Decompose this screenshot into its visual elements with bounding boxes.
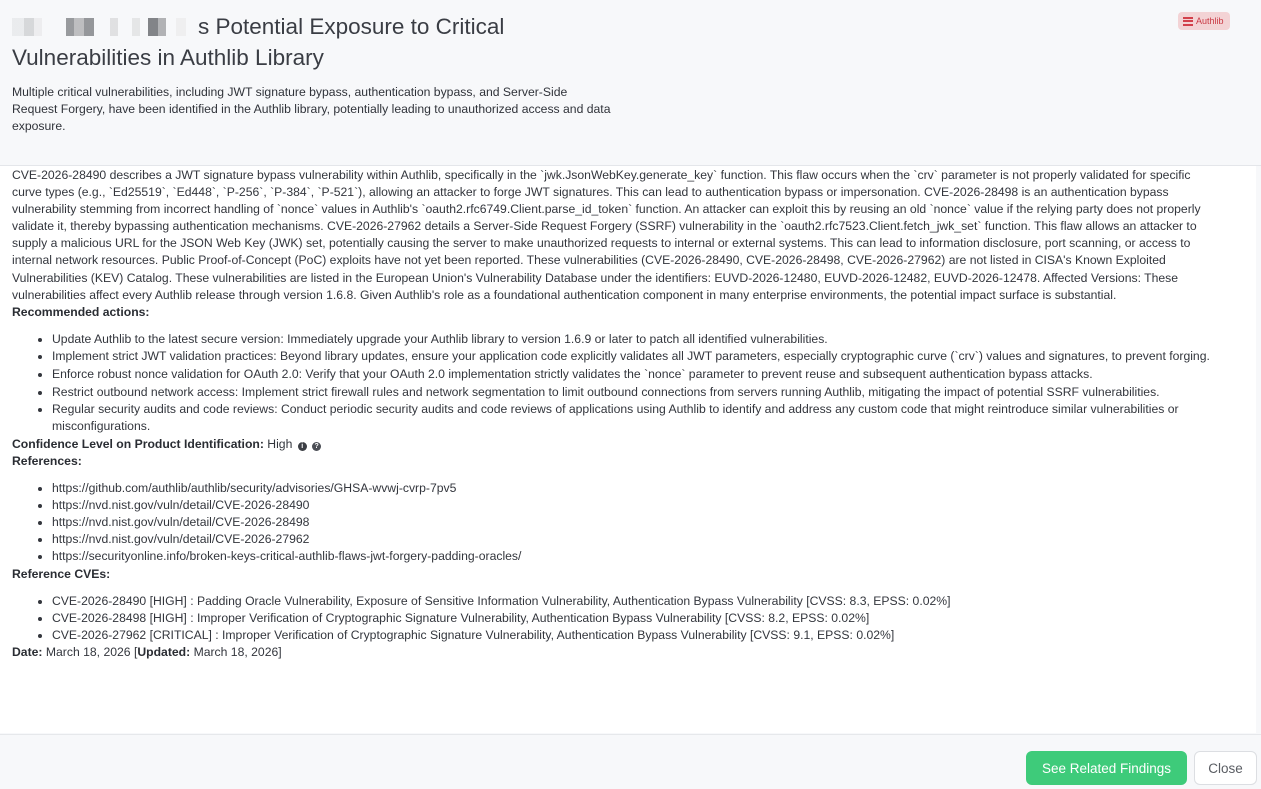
scrollbar[interactable]	[1256, 166, 1261, 733]
date-row	[12, 644, 1244, 661]
modal-footer	[0, 734, 1261, 789]
updated-value: March 18, 2026	[193, 644, 279, 659]
date-value: March 18, 2026	[45, 644, 131, 659]
confidence-row	[12, 436, 1244, 453]
references-list	[12, 480, 1244, 565]
bracket: [	[133, 644, 138, 659]
list-item: • Enforce robust nonce validation for OAuth 2.0: Verify that your OAuth 2.0 implementation strictly validates the `nonce` parameter to prevent reuse and subsequent authentication bypass attacks.	[52, 366, 1217, 383]
details-scroll-area[interactable]	[0, 166, 1257, 733]
info-icon[interactable]: i	[298, 442, 307, 451]
list-icon	[1183, 17, 1193, 26]
help-icon[interactable]: ?	[312, 442, 321, 451]
title-text: s Potential Exposure to Critical Vulnerabilities in Authlib Library	[12, 14, 505, 70]
recommended-actions-heading: Recommended actions:	[12, 304, 150, 319]
product-tag[interactable]	[1178, 12, 1230, 30]
reference-link[interactable]: • https://nvd.nist.gov/vuln/detail/CVE-2026-28498	[52, 514, 1217, 531]
confidence-label: Confidence Level on Product Identification:	[12, 436, 264, 451]
redacted-title-prefix	[12, 18, 198, 36]
list-item: • Update Authlib to the latest secure version: Immediately upgrade your Authlib library to version 1.6.9 or later to patch all identified vulnerabilities.	[52, 331, 1217, 348]
date-label: Date:	[12, 644, 43, 659]
see-related-findings-button[interactable]: See Related Findings	[1026, 751, 1187, 785]
page-title	[12, 11, 512, 73]
reference-link[interactable]: • https://nvd.nist.gov/vuln/detail/CVE-2026-28490	[52, 497, 1217, 514]
list-item: • Regular security audits and code reviews: Conduct periodic security audits and code reviews of applications using Authlib to identify and address any custom code that might reintroduce similar vulnerabilities or misconfigurations.	[52, 401, 1217, 435]
cve-item: • CVE-2026-28498 [HIGH] : Improper Verification of Cryptographic Signature Vulnerability, Authentication Bypass Vulnerability [CVSS: 8.2, EPSS: 0.02%]	[52, 610, 1217, 627]
product-tag-label: Authlib	[1196, 16, 1224, 26]
updated-label: Updated:	[137, 644, 191, 659]
references-heading: References:	[12, 454, 82, 468]
bracket: ]	[278, 644, 282, 659]
cve-item: • CVE-2026-28490 [HIGH] : Padding Oracle Vulnerability, Exposure of Sensitive Information Vulnerability, Authentication Bypass Vulnerability [CVSS: 8.3, EPSS: 0.02%]	[52, 593, 1217, 610]
reference-cves-list	[12, 593, 1244, 644]
cve-item: • CVE-2026-27962 [CRITICAL] : Improper Verification of Cryptographic Signature Vulnerability, Authentication Bypass Vulnerability [CVSS: 9.1, EPSS: 0.02%]	[52, 627, 1217, 644]
list-item: • Implement strict JWT validation practices: Beyond library updates, ensure your application code explicitly validates all JWT parameters, especially cryptographic curve (`crv`) values and signatures, to prevent forging.	[52, 348, 1217, 365]
reference-cves-heading: Reference CVEs:	[12, 566, 111, 581]
description-text: CVE-2026-28490 describes a JWT signature bypass vulnerability within Authlib, specifically in the `jwk.JsonWebKey.generate_key` function. This flaw occurs when the `crv` parameter is not properly validated for specific curve types (e.g., `Ed25519`, `Ed448`, `P-256`, `P-384`, `P-521`), allowing an attacker to forge JWT signatures. This can lead to authentication bypass or impersonation. CVE-2026-28498 is an authentication bypass vulnerability stemming from incorrect handling of `nonce` values in Authlib's `oauth2.rfc6749.Client.parse_id_token` function. An attacker can exploit this by reusing an old `nonce` value if the relying party does not properly validate it, thereby bypassing authentication mechanisms. CVE-2026-27962 details a Server-Side Request Forgery (SSRF) vulnerability in the `oauth2.rfc7523.Client.fetch_jwk_set` function. This flaw allows an attacker to supply a malicious URL for the JSON Web Key (JWK) set, potentially causing the server to make unauthorized requests to internal or external systems. This can lead to information disclosure, port scanning, or access to internal network resources. Public Proof-of-Concept (PoC) exploits have not yet been reported. These vulnerabilities (CVE-2026-28490, CVE-2026-28498, CVE-2026-27962) are not listed in CISA's Known Exploited Vulnerabilities (KEV) Catalog. These vulnerabilities are listed in the European Union's Vulnerability Database under the identifiers: EUVD-2026-12480, EUVD-2026-12482, EUVD-2026-12478. Affected Versions: These vulnerabilities affect every Authlib release through version 1.6.8. Given Authlib's role as a foundational authentication component in many enterprise environments, the potential impact surface is substantial.	[12, 168, 1201, 302]
close-button[interactable]: Close	[1194, 751, 1257, 785]
modal-header	[0, 0, 1261, 166]
reference-link[interactable]: • https://securityonline.info/broken-keys-critical-authlib-flaws-jwt-forgery-padding-oracles/	[52, 548, 1217, 565]
reference-link[interactable]: • https://nvd.nist.gov/vuln/detail/CVE-2026-27962	[52, 531, 1217, 548]
confidence-value: High	[267, 436, 293, 451]
summary-text: Multiple critical vulnerabilities, including JWT signature bypass, authentication bypass, and Server-Side Request Forgery, have been identified in the Authlib library, potentially leading to unauthorized access and data exposure.	[12, 85, 611, 133]
reference-link[interactable]: • https://github.com/authlib/authlib/security/advisories/GHSA-wvwj-cvrp-7pv5	[52, 480, 1217, 497]
recommended-actions-list	[12, 331, 1244, 436]
list-item: • Restrict outbound network access: Implement strict firewall rules and network segmentation to limit outbound connections from servers running Authlib, mitigating the impact of potential SSRF vulnerabilities.	[52, 384, 1217, 401]
